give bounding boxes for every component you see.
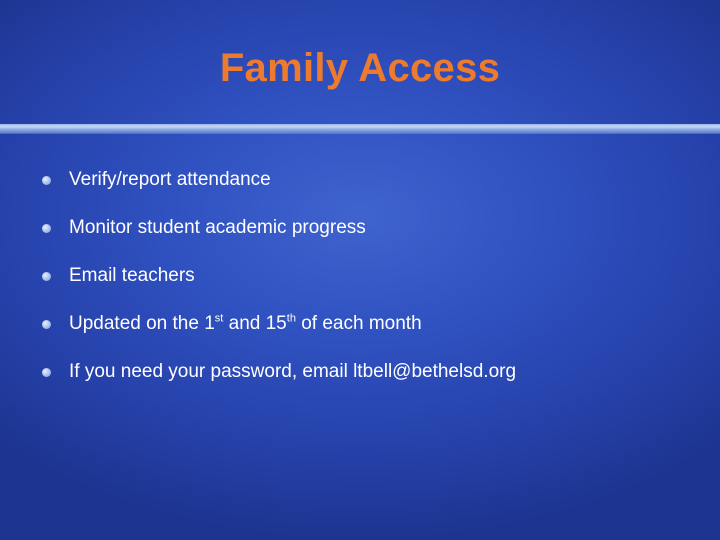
bullet-text-part: Updated on the 1 bbox=[69, 313, 215, 334]
bullet-text: If you need your password, email ltbell@bethelsd.org bbox=[69, 361, 517, 382]
slide-title: Family Access bbox=[219, 46, 501, 90]
bullet-item bbox=[42, 358, 516, 386]
bullet-text bbox=[69, 313, 422, 335]
bullet-item bbox=[42, 166, 516, 194]
bullet-text: Email teachers bbox=[69, 265, 195, 286]
bullet-dot-icon bbox=[42, 272, 51, 281]
bullet-text: Verify/report attendance bbox=[69, 169, 271, 190]
bullet-item bbox=[42, 262, 516, 290]
title-divider bbox=[0, 124, 720, 133]
bullet-dot-icon bbox=[42, 176, 51, 185]
bullet-dot-icon bbox=[42, 320, 51, 329]
bullet-text-part: of each month bbox=[295, 313, 422, 334]
bullet-item bbox=[42, 310, 516, 338]
bullet-text-part: and 15 bbox=[223, 313, 287, 334]
bullet-item bbox=[42, 214, 516, 242]
bullet-dot-icon bbox=[42, 368, 51, 377]
ordinal-suffix: st bbox=[214, 312, 224, 325]
bullet-dot-icon bbox=[42, 224, 51, 233]
ordinal-suffix: th bbox=[286, 312, 296, 325]
bullet-text: Monitor student academic progress bbox=[69, 217, 366, 238]
bullet-list bbox=[42, 166, 516, 406]
